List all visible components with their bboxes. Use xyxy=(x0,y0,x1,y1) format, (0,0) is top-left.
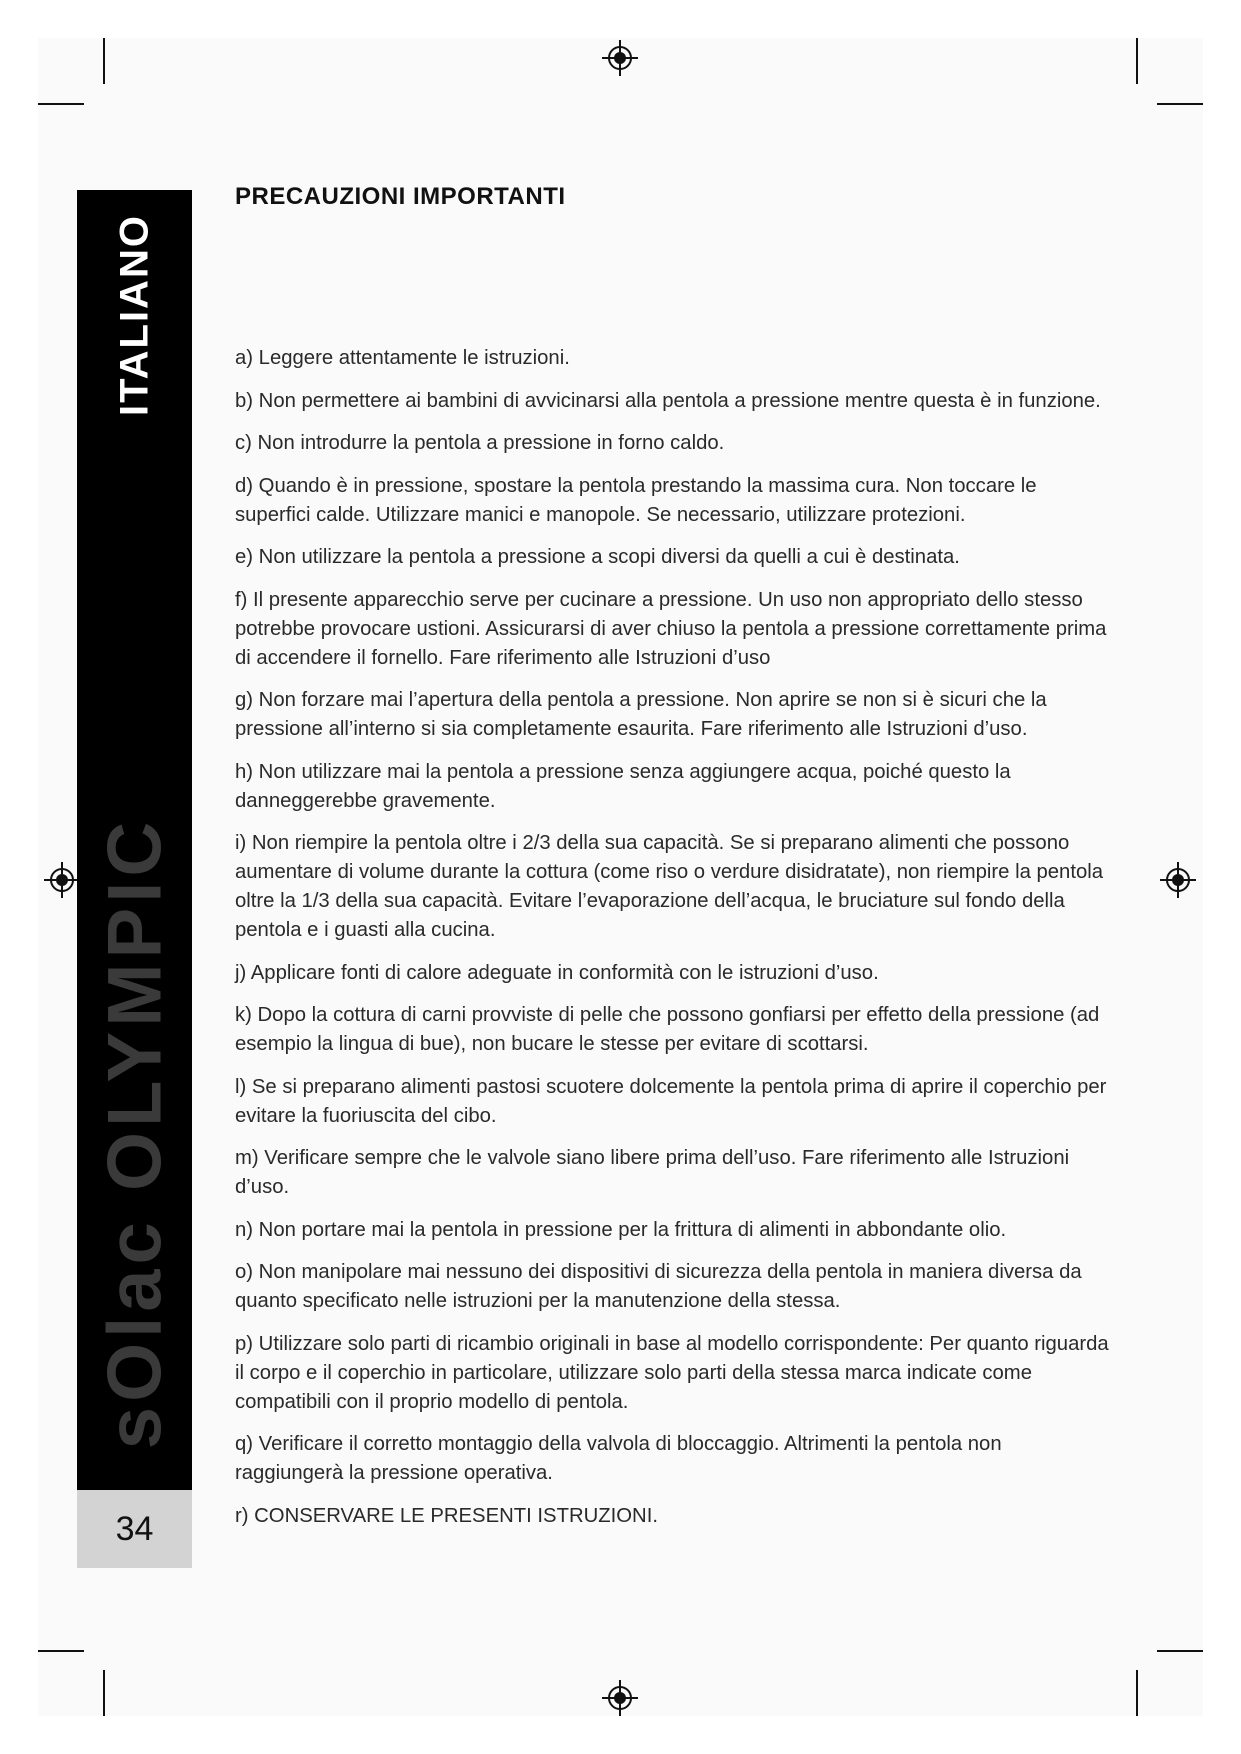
crop-mark xyxy=(103,38,105,84)
list-item: r) CONSERVARE LE PRESENTI ISTRUZIONI. xyxy=(235,1504,658,1527)
registration-mark-icon xyxy=(1160,862,1196,898)
crop-mark xyxy=(1136,1670,1138,1716)
list-item: d) Quando è in pressione, spostare la pentola prestando la massima cura. Non toccare le superfici calde. Utilizzare manici e manopole. Se necessario, utilizzare protezioni. xyxy=(235,474,1037,526)
brand-wordmark: sOlac OLYMPIC xyxy=(92,816,177,1449)
registration-mark-icon xyxy=(602,40,638,76)
crop-mark xyxy=(38,103,84,105)
list-item: h) Non utilizzare mai la pentola a pressione senza aggiungere acqua, poiché questo la danneggerebbe gravemente. xyxy=(235,760,1011,812)
list-item: l) Se si preparano alimenti pastosi scuotere dolcemente la pentola prima di aprire il coperchio per evitare la fuoriuscita del cibo. xyxy=(235,1075,1107,1127)
language-tab xyxy=(77,190,192,440)
language-label: ITALIANO xyxy=(112,214,156,416)
language-sidebar xyxy=(77,190,192,1490)
list-item: e) Non utilizzare la pentola a pressione a scopi diversi da quelli a cui è destinata. xyxy=(235,546,960,568)
list-item: a) Leggere attentamente le istruzioni. xyxy=(235,347,570,369)
page-title: PRECAUZIONI IMPORTANTI xyxy=(235,183,566,210)
crop-mark xyxy=(1157,103,1203,105)
crop-mark xyxy=(1136,38,1138,84)
list-item: k) Dopo la cottura di carni provviste di pelle che possono gonfiarsi per effetto della pressione (ad esempio la lingua di bue), non bucare le stesse per evitare di scottarsi. xyxy=(235,1004,1100,1055)
registration-mark-icon xyxy=(44,862,80,898)
brand-logo xyxy=(77,775,192,1490)
crop-mark xyxy=(103,1670,105,1716)
list-item: g) Non forzare mai l’apertura della pentola a pressione. Non aprire se non si è sicuri che la pressione all’interno si sia completamente esaurita. Fare riferimento alle Istruzioni d’uso. xyxy=(235,689,1047,740)
list-item: p) Utilizzare solo parti di ricambio originali in base al modello corrispondente: Per quanto riguarda il corpo e il coperchio in particolare, utilizzare solo parti della stessa marca indicate come compatibili con il proprio modello di pentola. xyxy=(235,1332,1109,1413)
registration-mark-icon xyxy=(602,1680,638,1716)
list-item: i) Non riempire la pentola oltre i 2/3 della sua capacità. Se si preparano alimenti che possono aumentare di volume durante la cottura (come riso o verdure disidratate), non riempire la pentola oltre la 1/3 della sua capacità. Evitare l’evaporazione dell’acqua, le bruciature sul fondo della pentola e i guasti alla cucina. xyxy=(235,832,1104,941)
precautions-list xyxy=(235,344,1115,1544)
list-item: j) Applicare fonti di calore adeguate in conformità con le istruzioni d’uso. xyxy=(235,961,879,984)
list-item: f) Il presente apparecchio serve per cucinare a pressione. Un uso non appropriato dello stesso potrebbe provocare ustioni. Assicurarsi di aver chiuso la pentola a pressione correttamente prima di accendere il fornello. Fare riferimento alle Istruzioni d’uso xyxy=(235,588,1107,669)
list-item: b) Non permettere ai bambini di avvicinarsi alla pentola a pressione mentre questa è in funzione. xyxy=(235,389,1101,412)
list-item: n) Non portare mai la pentola in pressione per la frittura di alimenti in abbondante olio. xyxy=(235,1218,1007,1241)
page-number-box xyxy=(77,1490,192,1568)
list-item: c) Non introdurre la pentola a pressione in forno caldo. xyxy=(235,432,725,454)
crop-mark xyxy=(1157,1650,1203,1652)
crop-mark xyxy=(38,1650,84,1652)
list-item: q) Verificare il corretto montaggio della valvola di bloccaggio. Altrimenti la pentola non raggiungerà la pressione operativa. xyxy=(235,1433,1002,1484)
list-item: o) Non manipolare mai nessuno dei dispositivi di sicurezza della pentola in maniera diversa da quanto specificato nelle istruzioni per la manutenzione della stessa. xyxy=(235,1261,1082,1312)
list-item: m) Verificare sempre che le valvole siano libere prima dell’uso. Fare riferimento alle Istruzioni d’uso. xyxy=(235,1147,1070,1198)
page-number: 34 xyxy=(115,1509,154,1548)
